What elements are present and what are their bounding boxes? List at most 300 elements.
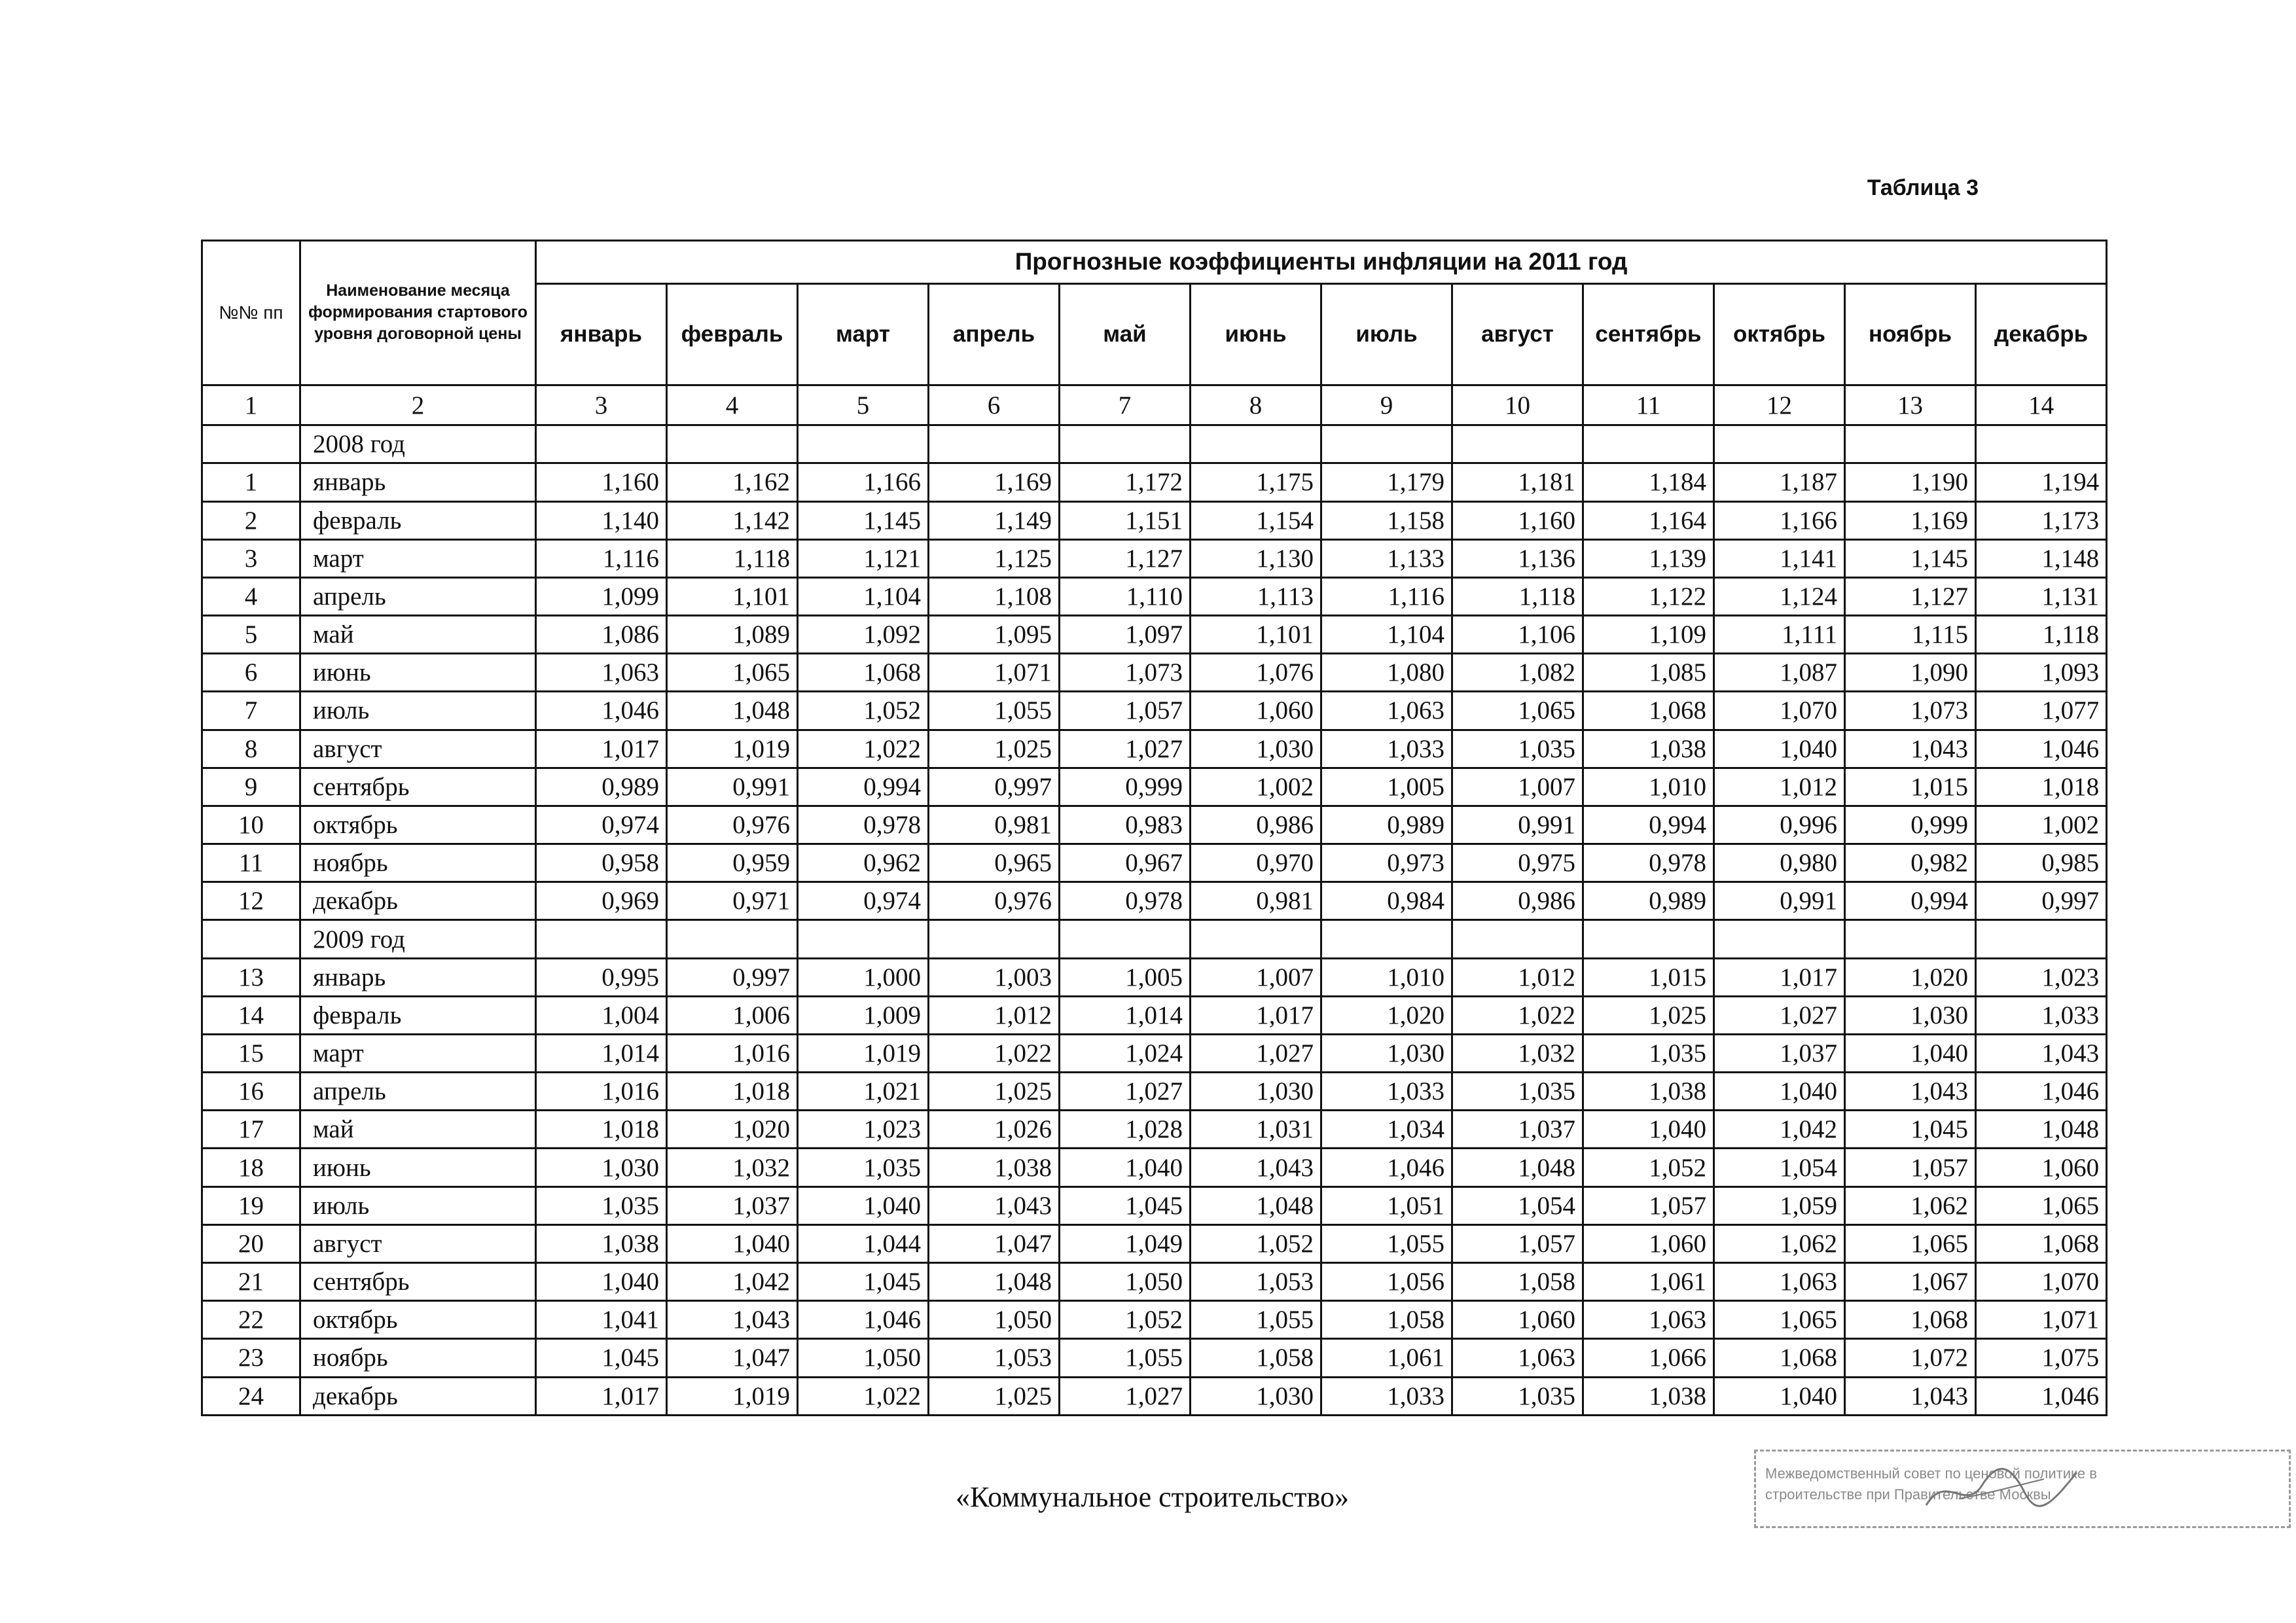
coefficient-cell: 1,041 — [536, 1301, 667, 1339]
coefficient-cell: 1,045 — [536, 1339, 667, 1377]
coefficient-cell: 1,141 — [1714, 539, 1845, 577]
coefficient-cell: 1,046 — [1321, 1149, 1452, 1186]
coefficient-cell: 1,113 — [1191, 577, 1321, 615]
coefficient-cell: 1,048 — [667, 692, 798, 730]
coefficient-cell: 1,089 — [667, 616, 798, 654]
empty-cell — [536, 425, 667, 463]
column-number-14: 14 — [1976, 385, 2107, 425]
row-number: 12 — [202, 882, 300, 920]
coefficient-cell: 1,059 — [1714, 1186, 1845, 1224]
table-row — [202, 539, 2107, 577]
coefficient-cell: 1,127 — [1845, 577, 1976, 615]
coefficient-cell: 1,045 — [1845, 1111, 1976, 1149]
row-number: 14 — [202, 996, 300, 1034]
coefficient-cell: 1,179 — [1321, 463, 1452, 501]
coefficient-cell: 0,981 — [1191, 882, 1321, 920]
coefficient-cell: 1,043 — [1845, 1073, 1976, 1111]
coefficient-cell: 0,991 — [1714, 882, 1845, 920]
coefficient-cell: 1,012 — [929, 996, 1060, 1034]
coefficient-cell: 1,065 — [1976, 1186, 2107, 1224]
coefficient-cell: 1,065 — [1845, 1224, 1976, 1262]
coefficient-cell: 1,080 — [1321, 654, 1452, 692]
empty-cell — [1845, 425, 1976, 463]
coefficient-cell: 1,051 — [1321, 1186, 1452, 1224]
coefficient-cell: 0,997 — [1976, 882, 2107, 920]
table-row — [202, 882, 2107, 920]
coefficient-cell: 1,018 — [536, 1111, 667, 1149]
coefficient-cell: 1,002 — [1191, 768, 1321, 806]
stamp-line-1: Межведомственный совет по ценовой политике в — [1765, 1465, 2097, 1482]
row-number: 13 — [202, 958, 300, 996]
row-month-name: октябрь — [300, 1301, 536, 1339]
coefficient-cell: 1,035 — [798, 1149, 929, 1186]
coefficient-cell: 1,003 — [929, 958, 1060, 996]
row-number: 15 — [202, 1034, 300, 1072]
coefficient-cell: 1,049 — [1060, 1224, 1191, 1262]
coefficient-cell: 1,085 — [1583, 654, 1714, 692]
row-month-name: март — [300, 539, 536, 577]
coefficient-cell: 0,989 — [536, 768, 667, 806]
coefficient-cell: 1,060 — [1452, 1301, 1583, 1339]
coefficient-cell: 1,050 — [929, 1301, 1060, 1339]
coefficient-cell: 1,046 — [1976, 1073, 2107, 1111]
coefficient-cell: 1,108 — [929, 577, 1060, 615]
coefficient-cell: 1,035 — [1452, 1073, 1583, 1111]
coefficient-cell: 1,052 — [1060, 1301, 1191, 1339]
header-month-name: Наименование месяца формирования стартового уровня договорной цены — [300, 241, 536, 385]
coefficient-cell: 1,046 — [1976, 730, 2107, 768]
coefficient-cell: 1,068 — [798, 654, 929, 692]
empty-cell — [1191, 920, 1321, 958]
row-month-name: февраль — [300, 501, 536, 539]
header-month-8: август — [1452, 283, 1583, 385]
header-month-2: февраль — [667, 283, 798, 385]
footer-publication: «Коммунальное строительство» — [956, 1481, 1349, 1513]
coefficient-cell: 1,077 — [1976, 692, 2107, 730]
coefficient-cell: 1,057 — [1583, 1186, 1714, 1224]
empty-cell — [1845, 920, 1976, 958]
coefficient-cell: 1,106 — [1452, 616, 1583, 654]
empty-cell — [1321, 920, 1452, 958]
coefficient-cell: 0,986 — [1452, 882, 1583, 920]
column-number-5: 5 — [798, 385, 929, 425]
empty-cell — [1714, 425, 1845, 463]
header-month-10: октябрь — [1714, 283, 1845, 385]
coefficient-cell: 1,056 — [1321, 1262, 1452, 1300]
empty-cell — [1452, 425, 1583, 463]
coefficient-cell: 1,057 — [1060, 692, 1191, 730]
empty-cell — [1191, 425, 1321, 463]
coefficient-cell: 1,020 — [1845, 958, 1976, 996]
coefficient-cell: 0,974 — [798, 882, 929, 920]
coefficient-cell: 1,095 — [929, 616, 1060, 654]
row-month-name: апрель — [300, 1073, 536, 1111]
coefficient-cell: 1,055 — [929, 692, 1060, 730]
table-caption: Таблица 3 — [1867, 175, 1979, 200]
coefficient-cell: 1,097 — [1060, 616, 1191, 654]
table-row — [202, 1262, 2107, 1300]
coefficient-cell: 0,970 — [1191, 844, 1321, 882]
coefficient-cell: 1,121 — [798, 539, 929, 577]
coefficient-cell: 0,971 — [667, 882, 798, 920]
coefficient-cell: 1,154 — [1191, 501, 1321, 539]
header-month-11: ноябрь — [1845, 283, 1976, 385]
coefficient-cell: 0,986 — [1191, 806, 1321, 844]
table-row — [202, 1186, 2107, 1224]
coefficient-cell: 1,044 — [798, 1224, 929, 1262]
coefficient-cell: 1,023 — [1976, 958, 2107, 996]
coefficient-cell: 1,181 — [1452, 463, 1583, 501]
coefficient-cell: 1,067 — [1845, 1262, 1976, 1300]
coefficient-cell: 1,043 — [1191, 1149, 1321, 1186]
row-number: 18 — [202, 1149, 300, 1186]
coefficient-cell: 1,042 — [667, 1262, 798, 1300]
coefficient-cell: 1,031 — [1191, 1111, 1321, 1149]
coefficient-cell: 1,022 — [798, 730, 929, 768]
coefficient-cell: 1,068 — [1714, 1339, 1845, 1377]
table-row — [202, 768, 2107, 806]
coefficient-cell: 1,040 — [798, 1186, 929, 1224]
coefficient-cell: 0,985 — [1976, 844, 2107, 882]
row-number: 3 — [202, 539, 300, 577]
row-number: 17 — [202, 1111, 300, 1149]
coefficient-cell: 0,974 — [536, 806, 667, 844]
coefficient-cell: 1,000 — [798, 958, 929, 996]
header-month-4: апрель — [929, 283, 1060, 385]
coefficient-cell: 1,027 — [1714, 996, 1845, 1034]
row-month-name: август — [300, 1224, 536, 1262]
coefficient-cell: 1,047 — [929, 1224, 1060, 1262]
coefficient-cell: 1,140 — [536, 501, 667, 539]
row-number: 16 — [202, 1073, 300, 1111]
empty-cell — [536, 920, 667, 958]
row-number: 20 — [202, 1224, 300, 1262]
coefficient-cell: 1,076 — [1191, 654, 1321, 692]
coefficient-cell: 1,033 — [1321, 1073, 1452, 1111]
column-number-3: 3 — [536, 385, 667, 425]
table-row — [202, 616, 2107, 654]
coefficient-cell: 1,004 — [536, 996, 667, 1034]
coefficient-cell: 1,032 — [667, 1149, 798, 1186]
coefficient-cell: 1,062 — [1714, 1224, 1845, 1262]
coefficient-cell: 1,068 — [1845, 1301, 1976, 1339]
coefficient-cell: 1,048 — [1191, 1186, 1321, 1224]
column-number-1: 1 — [202, 385, 300, 425]
table-row — [202, 806, 2107, 844]
coefficient-cell: 1,038 — [929, 1149, 1060, 1186]
coefficient-cell: 1,017 — [1714, 958, 1845, 996]
empty-cell — [1714, 920, 1845, 958]
coefficient-cell: 1,046 — [798, 1301, 929, 1339]
coefficient-cell: 1,194 — [1976, 463, 2107, 501]
coefficient-cell: 0,978 — [1583, 844, 1714, 882]
coefficient-cell: 1,046 — [1976, 1377, 2107, 1416]
coefficient-cell: 1,034 — [1321, 1111, 1452, 1149]
coefficient-cell: 1,055 — [1060, 1339, 1191, 1377]
coefficient-cell: 1,022 — [1452, 996, 1583, 1034]
coefficient-cell: 0,981 — [929, 806, 1060, 844]
coefficient-cell: 1,043 — [1845, 730, 1976, 768]
coefficient-cell: 0,991 — [1452, 806, 1583, 844]
coefficient-cell: 1,068 — [1976, 1224, 2107, 1262]
empty-cell — [929, 425, 1060, 463]
coefficient-cell: 1,087 — [1714, 654, 1845, 692]
coefficient-cell: 1,166 — [798, 463, 929, 501]
empty-cell — [1583, 920, 1714, 958]
row-month-name: октябрь — [300, 806, 536, 844]
stamp-line-2: строительстве при Правительстве Москвы — [1765, 1486, 2051, 1503]
coefficient-cell: 1,027 — [1191, 1034, 1321, 1072]
coefficient-cell: 1,054 — [1452, 1186, 1583, 1224]
coefficient-cell: 1,025 — [929, 730, 1060, 768]
coefficient-cell: 1,187 — [1714, 463, 1845, 501]
coefficient-cell: 0,984 — [1321, 882, 1452, 920]
row-number: 6 — [202, 654, 300, 692]
coefficient-cell: 1,045 — [1060, 1186, 1191, 1224]
coefficient-cell: 1,125 — [929, 539, 1060, 577]
coefficient-cell: 1,145 — [798, 501, 929, 539]
coefficient-cell: 0,999 — [1845, 806, 1976, 844]
coefficient-cell: 0,997 — [667, 958, 798, 996]
row-month-name: июнь — [300, 654, 536, 692]
approval-stamp — [1754, 1450, 2291, 1528]
coefficient-cell: 0,967 — [1060, 844, 1191, 882]
coefficient-cell: 1,035 — [1583, 1034, 1714, 1072]
coefficient-cell: 1,019 — [667, 730, 798, 768]
coefficient-cell: 1,118 — [667, 539, 798, 577]
column-number-12: 12 — [1714, 385, 1845, 425]
coefficient-cell: 1,065 — [1452, 692, 1583, 730]
coefficient-cell: 1,017 — [536, 730, 667, 768]
coefficient-cell: 1,033 — [1976, 996, 2107, 1034]
row-month-name: июль — [300, 1186, 536, 1224]
empty-cell — [202, 920, 300, 958]
table-row — [202, 1377, 2107, 1416]
coefficient-cell: 0,962 — [798, 844, 929, 882]
row-number: 2 — [202, 501, 300, 539]
year-label: 2008 год — [300, 425, 536, 463]
coefficient-cell: 1,065 — [1714, 1301, 1845, 1339]
coefficient-cell: 1,160 — [536, 463, 667, 501]
coefficient-cell: 0,965 — [929, 844, 1060, 882]
coefficient-cell: 1,053 — [1191, 1262, 1321, 1300]
empty-cell — [929, 920, 1060, 958]
coefficient-cell: 1,062 — [1845, 1186, 1976, 1224]
coefficient-cell: 1,058 — [1452, 1262, 1583, 1300]
coefficient-cell: 1,063 — [1321, 692, 1452, 730]
coefficient-cell: 1,072 — [1845, 1339, 1976, 1377]
coefficient-cell: 1,030 — [1191, 1377, 1321, 1416]
coefficient-cell: 1,175 — [1191, 463, 1321, 501]
coefficient-cell: 1,190 — [1845, 463, 1976, 501]
coefficient-cell: 1,118 — [1976, 616, 2107, 654]
coefficient-cell: 1,038 — [1583, 730, 1714, 768]
coefficient-cell: 1,052 — [798, 692, 929, 730]
header-month-9: сентябрь — [1583, 283, 1714, 385]
coefficient-cell: 1,118 — [1452, 577, 1583, 615]
coefficient-cell: 1,068 — [1583, 692, 1714, 730]
empty-cell — [1976, 425, 2107, 463]
coefficient-cell: 1,127 — [1060, 539, 1191, 577]
header-forecast-title: Прогнозные коэффициенты инфляции на 2011 год — [536, 241, 2107, 284]
coefficient-cell: 1,026 — [929, 1111, 1060, 1149]
coefficient-cell: 0,994 — [1845, 882, 1976, 920]
row-number: 24 — [202, 1377, 300, 1416]
coefficient-cell: 1,043 — [1976, 1034, 2107, 1072]
coefficient-cell: 1,057 — [1452, 1224, 1583, 1262]
coefficient-cell: 0,978 — [1060, 882, 1191, 920]
column-number-8: 8 — [1191, 385, 1321, 425]
row-number: 9 — [202, 768, 300, 806]
coefficient-cell: 1,005 — [1321, 768, 1452, 806]
coefficient-cell: 0,958 — [536, 844, 667, 882]
coefficient-cell: 1,164 — [1583, 501, 1714, 539]
coefficient-cell: 1,101 — [667, 577, 798, 615]
coefficient-cell: 1,027 — [1060, 1073, 1191, 1111]
column-number-4: 4 — [667, 385, 798, 425]
empty-cell — [1060, 920, 1191, 958]
coefficient-cell: 1,086 — [536, 616, 667, 654]
coefficient-cell: 1,060 — [1583, 1224, 1714, 1262]
table-row — [202, 844, 2107, 882]
coefficient-cell: 1,058 — [1321, 1301, 1452, 1339]
coefficient-cell: 0,978 — [798, 806, 929, 844]
coefficient-cell: 1,014 — [536, 1034, 667, 1072]
coefficient-cell: 1,061 — [1583, 1262, 1714, 1300]
table-row — [202, 958, 2107, 996]
coefficient-cell: 1,012 — [1714, 768, 1845, 806]
coefficient-cell: 1,130 — [1191, 539, 1321, 577]
table-row — [202, 1111, 2107, 1149]
coefficient-cell: 1,048 — [1452, 1149, 1583, 1186]
coefficient-cell: 1,104 — [1321, 616, 1452, 654]
coefficient-cell: 1,063 — [1714, 1262, 1845, 1300]
coefficient-cell: 1,099 — [536, 577, 667, 615]
coefficient-cell: 0,989 — [1583, 882, 1714, 920]
coefficient-cell: 1,116 — [1321, 577, 1452, 615]
coefficient-cell: 1,124 — [1714, 577, 1845, 615]
coefficient-cell: 1,151 — [1060, 501, 1191, 539]
coefficient-cell: 1,169 — [1845, 501, 1976, 539]
coefficient-cell: 1,030 — [1191, 730, 1321, 768]
table-row — [202, 1301, 2107, 1339]
coefficient-cell: 1,030 — [1321, 1034, 1452, 1072]
coefficient-cell: 1,060 — [1191, 692, 1321, 730]
row-month-name: июль — [300, 692, 536, 730]
row-number: 11 — [202, 844, 300, 882]
empty-cell — [667, 920, 798, 958]
row-month-name: ноябрь — [300, 844, 536, 882]
coefficient-cell: 1,047 — [667, 1339, 798, 1377]
coefficient-cell: 1,040 — [1714, 730, 1845, 768]
coefficient-cell: 0,980 — [1714, 844, 1845, 882]
coefficient-cell: 1,033 — [1321, 1377, 1452, 1416]
coefficient-cell: 1,030 — [1191, 1073, 1321, 1111]
coefficient-cell: 1,063 — [536, 654, 667, 692]
coefficient-cell: 0,989 — [1321, 806, 1452, 844]
coefficient-cell: 1,038 — [1583, 1073, 1714, 1111]
row-number: 4 — [202, 577, 300, 615]
column-number-2: 2 — [300, 385, 536, 425]
coefficient-cell: 1,020 — [667, 1111, 798, 1149]
row-month-name: январь — [300, 958, 536, 996]
coefficient-cell: 0,999 — [1060, 768, 1191, 806]
table-row — [202, 1034, 2107, 1072]
coefficient-cell: 1,122 — [1583, 577, 1714, 615]
coefficient-cell: 1,111 — [1714, 616, 1845, 654]
empty-cell — [1321, 425, 1452, 463]
inflation-coefficients-table — [201, 240, 2108, 1416]
column-number-10: 10 — [1452, 385, 1583, 425]
coefficient-cell: 1,019 — [798, 1034, 929, 1072]
header-month-6: июнь — [1191, 283, 1321, 385]
coefficient-cell: 0,983 — [1060, 806, 1191, 844]
coefficient-cell: 1,040 — [1714, 1377, 1845, 1416]
coefficient-cell: 1,109 — [1583, 616, 1714, 654]
coefficient-cell: 1,048 — [1976, 1111, 2107, 1149]
coefficient-cell: 1,043 — [929, 1186, 1060, 1224]
header-month-7: июль — [1321, 283, 1452, 385]
coefficient-cell: 1,035 — [1452, 730, 1583, 768]
coefficient-cell: 1,063 — [1452, 1339, 1583, 1377]
coefficient-cell: 1,048 — [929, 1262, 1060, 1300]
coefficient-cell: 1,158 — [1321, 501, 1452, 539]
coefficient-cell: 1,018 — [1976, 768, 2107, 806]
row-number: 7 — [202, 692, 300, 730]
coefficient-cell: 1,050 — [798, 1339, 929, 1377]
coefficient-cell: 1,002 — [1976, 806, 2107, 844]
row-number: 19 — [202, 1186, 300, 1224]
coefficient-cell: 1,052 — [1191, 1224, 1321, 1262]
coefficient-cell: 1,014 — [1060, 996, 1191, 1034]
coefficient-cell: 1,142 — [667, 501, 798, 539]
coefficient-cell: 1,055 — [1191, 1301, 1321, 1339]
row-number: 8 — [202, 730, 300, 768]
coefficient-cell: 1,019 — [667, 1377, 798, 1416]
coefficient-cell: 0,994 — [1583, 806, 1714, 844]
coefficient-cell: 1,040 — [1060, 1149, 1191, 1186]
row-month-name: март — [300, 1034, 536, 1072]
empty-cell — [798, 920, 929, 958]
coefficient-cell: 1,052 — [1583, 1149, 1714, 1186]
header-row-1 — [202, 241, 2107, 284]
coefficient-cell: 1,038 — [536, 1224, 667, 1262]
coefficient-cell: 1,090 — [1845, 654, 1976, 692]
coefficient-cell: 0,994 — [798, 768, 929, 806]
coefficient-cell: 1,015 — [1583, 958, 1714, 996]
table-row — [202, 654, 2107, 692]
coefficient-cell: 1,040 — [1583, 1111, 1714, 1149]
coefficient-cell: 0,959 — [667, 844, 798, 882]
coefficient-cell: 1,162 — [667, 463, 798, 501]
empty-cell — [1583, 425, 1714, 463]
coefficient-cell: 1,040 — [1714, 1073, 1845, 1111]
coefficient-cell: 0,995 — [536, 958, 667, 996]
coefficient-cell: 1,131 — [1976, 577, 2107, 615]
coefficient-cell: 0,976 — [667, 806, 798, 844]
empty-cell — [667, 425, 798, 463]
coefficient-cell: 1,172 — [1060, 463, 1191, 501]
coefficient-cell: 1,046 — [536, 692, 667, 730]
coefficient-cell: 0,982 — [1845, 844, 1976, 882]
empty-cell — [798, 425, 929, 463]
coefficient-cell: 1,054 — [1714, 1149, 1845, 1186]
row-month-name: апрель — [300, 577, 536, 615]
signature-image — [1920, 1459, 2083, 1518]
row-month-name: май — [300, 616, 536, 654]
row-month-name: январь — [300, 463, 536, 501]
coefficient-cell: 0,991 — [667, 768, 798, 806]
